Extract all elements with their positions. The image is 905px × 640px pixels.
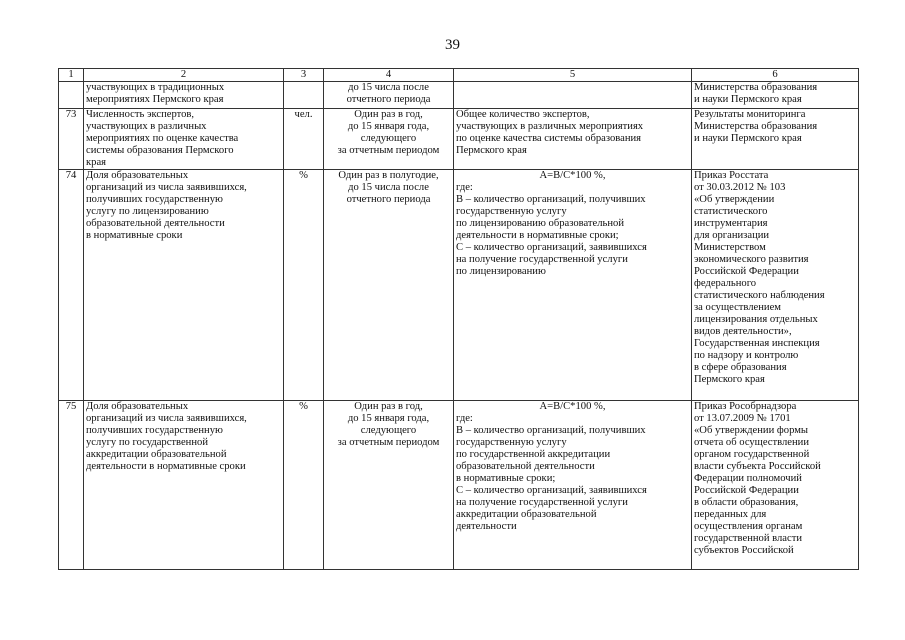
- column-header: 5: [454, 69, 692, 82]
- method-text: где: B – количество организаций, получивших государственную услугу по лицензированию образовательной деятельности в нормативные сроки; C – количество организаций, заявившихся на получение государственной услуги по лицензированию: [456, 182, 647, 277]
- column-header: 2: [84, 69, 284, 82]
- indicator-name: Доля образовательных организаций из числа заявившихся, получивших государственную услугу по государственной аккредитации образовательной деятельности в нормативные сроки: [84, 401, 284, 570]
- page-number: 39: [445, 37, 460, 53]
- period: Один раз в год, до 15 января года, следующего за отчетным периодом: [324, 109, 454, 170]
- formula: A=B/C*100 %,: [539, 401, 606, 412]
- method: [454, 401, 692, 570]
- indicators-table: [58, 68, 859, 570]
- indicator-name: Доля образовательных организаций из числа заявившихся, получивших государственную услугу по лицензированию образовательной деятельности в нормативные сроки: [84, 170, 284, 401]
- unit: [284, 82, 324, 109]
- table-header-row: [59, 69, 859, 82]
- unit: %: [284, 401, 324, 570]
- source: Приказ Рособрнадзора от 13.07.2009 № 1701 «Об утверждении формы отчета об осуществлении органом государственной власти субъекта Российской Федерации полномочий Российской Федерации в области образования, переданных для осуществления органам государственной власти субъектов Российской: [692, 401, 859, 570]
- method-text: где: B – количество организаций, получивших государственную услугу по государственной аккредитации образовательной деятельности в нормативные сроки; C – количество организаций, заявившихся на получение государственной услуги аккредитации образовательной деятельности: [456, 413, 647, 532]
- table-row: [59, 170, 859, 401]
- unit: %: [284, 170, 324, 401]
- table-row: [59, 82, 859, 109]
- row-number: [59, 82, 84, 109]
- table-row: [59, 109, 859, 170]
- indicator-name: участвующих в традиционных мероприятиях Пермского края: [84, 82, 284, 109]
- method: [454, 82, 692, 109]
- method-text: Общее количество экспертов, участвующих в различных мероприятиях по оценке качества системы образования Пермского края: [456, 109, 644, 156]
- source: Приказ Росстата от 30.03.2012 № 103 «Об утверждении статистического инструментария для организации Министерством экономического развития Российской Федерации федерального статистического наблюдения за осуществлением лицензирования отдельных видов деятельности», Государственная инспекция по надзору и контролю в сфере образования Пермского края: [692, 170, 859, 401]
- period: до 15 числа после отчетного периода: [324, 82, 454, 109]
- unit: чел.: [284, 109, 324, 170]
- formula: A=B/C*100 %,: [539, 170, 606, 181]
- column-header: 3: [284, 69, 324, 82]
- period: Один раз в год, до 15 января года, следующего за отчетным периодом: [324, 401, 454, 570]
- row-number: 73: [59, 109, 84, 170]
- method: [454, 109, 692, 170]
- period: Один раз в полугодие, до 15 числа после отчетного периода: [324, 170, 454, 401]
- source: Результаты мониторинга Министерства образования и науки Пермского края: [692, 109, 859, 170]
- column-header: 1: [59, 69, 84, 82]
- indicator-name: Численность экспертов, участвующих в различных мероприятиях по оценке качества системы образования Пермского края: [84, 109, 284, 170]
- row-number: 75: [59, 401, 84, 570]
- row-number: 74: [59, 170, 84, 401]
- column-header: 6: [692, 69, 859, 82]
- table-row: [59, 401, 859, 570]
- source: Министерства образования и науки Пермского края: [692, 82, 859, 109]
- method: [454, 170, 692, 401]
- column-header: 4: [324, 69, 454, 82]
